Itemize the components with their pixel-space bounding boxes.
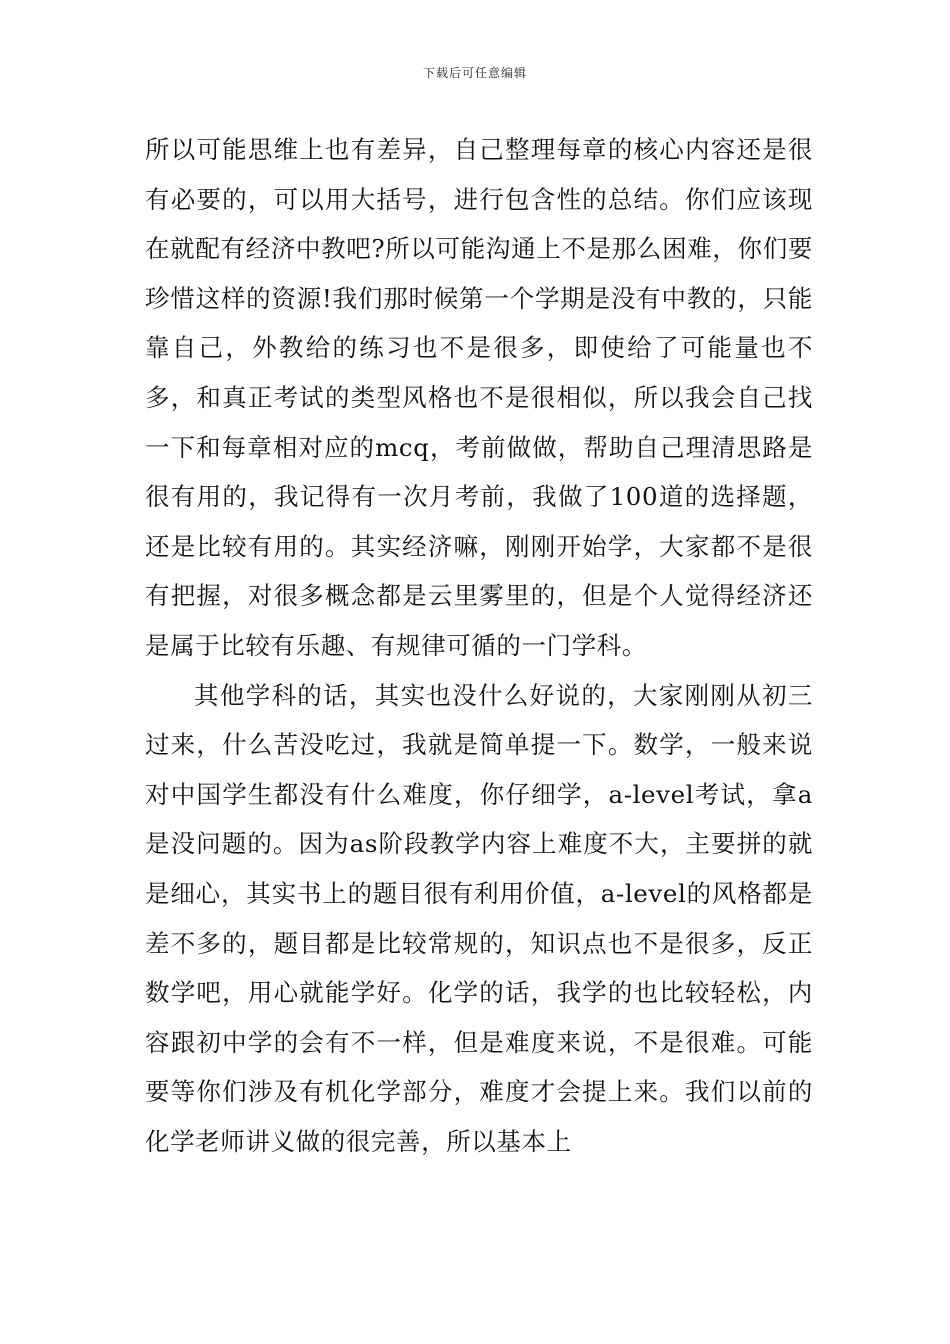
page-header: 下载后可任意编辑 <box>422 66 527 80</box>
document-body <box>145 125 813 1166</box>
paragraph-1: 所以可能思维上也有差异，自己整理每章的核心内容还是很有必要的，可以用大括号，进行包含性的总结。你们应该现在就配有经济中教吧?所以可能沟通上不是那么困难，你们要珍惜这样的资源!我们那时候第一个学期是没有中教的，只能靠自己，外教给的练习也不是很多，即使给了可能量也不多，和真正考试的类型风格也不是很相似，所以我会自己找一下和每章相对应的mcq，考前做做，帮助自己理清思路是很有用的，我记得有一次月考前，我做了100道的选择题，还是比较有用的。其实经济嘛，刚刚开始学，大家都不是很有把握，对很多概念都是云里雾里的，但是个人觉得经济还是属于比较有乐趣、有规律可循的一门学科。 <box>145 135 813 660</box>
paragraph-2: 其他学科的话，其实也没什么好说的，大家刚刚从初三过来，什么苦没吃过，我就是简单提一下。数学，一般来说对中国学生都没有什么难度，你仔细学，a-level考试，拿a是没问题的。因为as阶段教学内容上难度不大，主要拼的就是细心，其实书上的题目很有利用价值，a-level的风格都是差不多的，题目都是比较常规的，知识点也不是很多，反正数学吧，用心就能学好。化学的话，我学的也比较轻松，内容跟初中学的会有不一样，但是难度来说，不是很难。可能要等你们涉及有机化学部分，难度才会提上来。我们以前的化学老师讲义做的很完善，所以基本上 <box>145 680 813 1156</box>
